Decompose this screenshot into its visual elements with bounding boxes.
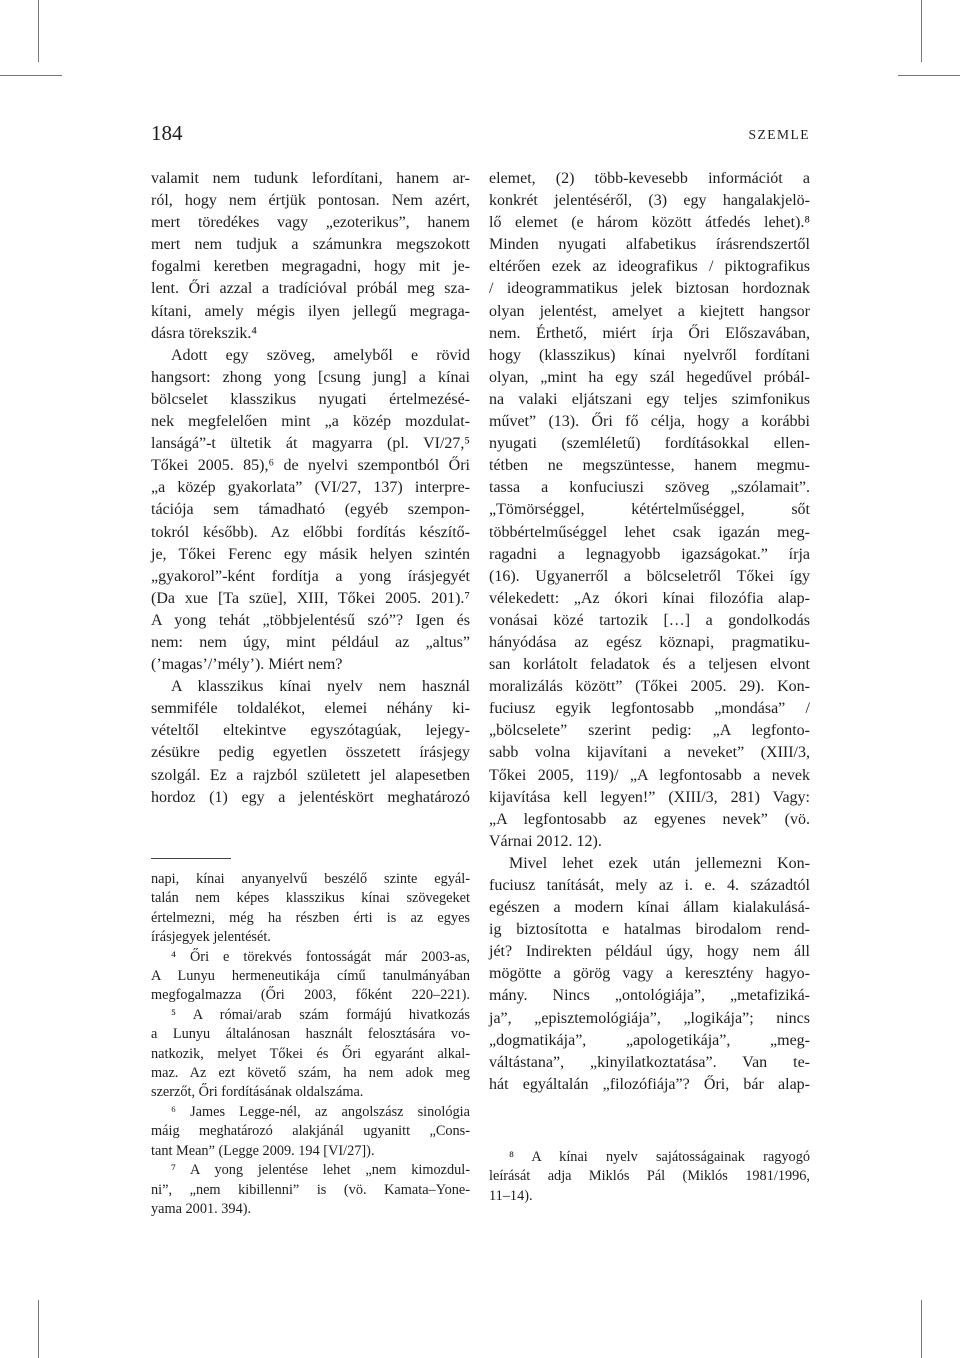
text-line: egészen a modern kínai állam kialakulásá- [489, 899, 810, 917]
text-line: tációja sem támadható (egyéb szempon- [151, 501, 470, 519]
text-line: Várnai 2012. 12). [489, 832, 602, 850]
text-line: értelmezni, még ha részben érti is az egyes [151, 909, 470, 926]
text-line: elemet, (2) több-kevesebb információt a [489, 170, 810, 187]
crop-mark [38, 0, 39, 62]
right-footnotes [489, 1148, 810, 1206]
text-line: ⁸ A kínai nyelv sajátosságainak ragyogó [509, 1149, 810, 1165]
text-line: kítani, amely mégis ilyen jellegű megraga- [151, 302, 470, 320]
text-line: yama 2001. 394). [151, 1200, 252, 1217]
text-line: mány. Nincs „ontológiája”, „metafiziká- [489, 987, 810, 1005]
text-line: olyan, „mint ha egy szál hegedűvel próbál- [489, 368, 810, 386]
text-line: moralizálás között” (Tőkei 2005. 29). Kon- [489, 678, 810, 696]
text-line: 11–14). [489, 1187, 533, 1204]
text-line: mert nem tudjuk a számunkra megszokott [151, 236, 470, 254]
text-line: lő elemet (e három között átfedés lehet).⁸ [489, 214, 810, 232]
text-line: „bölcselete” szerint pedig: „A legfonto- [489, 722, 810, 740]
crop-mark [921, 0, 922, 62]
text-line: hányódása az egész köznapi, pragmatiku- [489, 633, 810, 651]
text-line: hangsort: zhong yong [csung jung] a kínai [151, 368, 470, 386]
text-line: fogalmi keretben megragadni, hogy mit je- [151, 258, 470, 276]
right-column [489, 168, 810, 1096]
text-line: ⁵ A római/arab szám formájú hivatkozás [171, 1006, 470, 1023]
text-line: váltástana”, „kinyilatkoztatása”. Van te- [489, 1053, 810, 1071]
crop-mark [38, 1300, 39, 1358]
text-line: olyan jelentést, amelyet a kiejtett hangsor [489, 302, 810, 320]
text-line: eltérően ezek az ideografikus / piktografikus [489, 258, 810, 276]
crop-mark [898, 75, 960, 76]
text-line: napi, kínai anyanyelvű beszélő szinte egyál- [151, 871, 470, 887]
running-head: SZEMLE [748, 127, 810, 142]
text-line: natkozik, melyet Tőkei és Őri egyaránt alkal- [151, 1045, 470, 1062]
text-line: ragadni a legnagyobb igazságokat.” írja [489, 545, 810, 563]
text-line: „a közép gyakorlata” (VI/27, 137) interpre- [151, 479, 470, 497]
text-line: szerzőt, Őri fordításának oldalszáma. [151, 1084, 364, 1101]
text-line: hogy (klasszikus) kínai nyelvről fordítani [489, 346, 810, 364]
text-line: konkrét jelentéséről, (3) egy hangalakjelö- [489, 192, 810, 210]
text-line: tokról később). Az előbbi fordítás készítő- [151, 523, 470, 541]
text-line: sabb volna kijavítani a neveket” (XIII/3, [489, 744, 810, 762]
text-line: Tőkei 2005. 85),⁶ de nyelvi szempontból Őri [151, 457, 470, 475]
text-line: je, Tőkei Ferenc egy másik helyen szintén [151, 545, 470, 563]
text-line: nek megfelelően mint „a közép mozdulat- [151, 413, 470, 431]
text-line: ⁴ Őri e törekvés fontosságát már 2003-as, [171, 948, 470, 965]
text-line: kijavítása kell legyen!” (XIII/3, 281) Vagy: [489, 788, 810, 806]
text-line: mert töredékes vagy „ezoterikus”, hanem [151, 214, 470, 232]
text-line: „dogmatikája”, „apologetikája”, „meg- [489, 1031, 810, 1049]
text-line: fuciusz tanítását, mely az i. e. 4. századtól [489, 877, 810, 894]
crop-mark [0, 75, 62, 76]
text-line: bölcselet klasszikus nyugati értelmezésé- [151, 390, 470, 408]
text-line: művet” (13). Őri fő célja, hogy a korábbi [489, 413, 810, 431]
text-line: ⁶ James Legge-nél, az angolszász sinológia [171, 1103, 470, 1120]
text-line: nyugati (szemléletű) fordításokkal ellen- [489, 435, 810, 453]
text-line: írásjegyek jelentését. [151, 929, 271, 946]
text-line: máig meghatározó alakjánál ugyanitt „Cons- [151, 1123, 470, 1140]
text-line: „A legfontosabb az egyenes nevek” (vö. [489, 810, 810, 828]
text-line: ról, hogy nem értjük pontosan. Nem azért, [151, 192, 470, 210]
text-line: ni”, „nem kibillenni” is (vö. Kamata–Yone- [151, 1181, 470, 1198]
text-line: A yong tehát „többjelentésű szó”? Igen és [151, 611, 470, 629]
text-line: A klasszikus kínai nyelv nem használ [171, 678, 470, 696]
crop-mark [921, 1300, 922, 1358]
text-line: a Lunyu általánosan használt felosztására vo- [151, 1026, 470, 1043]
text-line: leírását adja Miklós Pál (Miklós 1981/1996, [489, 1168, 810, 1185]
text-line: megfogalmazza (Őri 2003, főként 220–221). [151, 987, 470, 1004]
text-line: „Tömörséggel, kétértelműséggel, sőt [489, 501, 810, 519]
text-line: san korlátolt feladatok és a teljesen elvont [489, 656, 810, 674]
text-line: ja”, „episztemológiája”, „logikája”; nincs [489, 1009, 810, 1027]
text-line: Minden nyugati alfabetikus írásrendszertől [489, 236, 810, 254]
text-line: valamit nem tudunk lefordítani, hanem ar- [151, 170, 470, 187]
text-line: (’magas’/’mély’). Miért nem? [151, 656, 343, 674]
text-line: szolgál. Ez a rajzból született jel alapesetben [151, 766, 470, 784]
text-line: na valaki eljátszani egy teljes szimfonikus [489, 390, 810, 408]
text-line: tétben ne megszüntesse, hanem megmu- [489, 457, 810, 475]
text-line: (16). Ugyanerről a bölcseletről Tőkei így [489, 567, 810, 585]
text-line: vételtől eltekintve egyszótagúak, lejegy- [151, 722, 470, 740]
text-line: Mivel lehet ezek után jellemezni Kon- [509, 854, 810, 872]
footnote-rule [151, 858, 231, 859]
text-line: / ideogrammatikus jelek biztosan hordoznak [489, 280, 810, 298]
text-line: hordoz (1) egy a jelentéskört meghatározó [151, 788, 470, 806]
text-line: semmiféle toldalékot, elemei néhány ki- [151, 700, 470, 718]
text-line: nem. Érthető, miért írja Őri Előszavában, [489, 324, 810, 342]
text-line: zésükre pedig egyetlen összetett írásjegy [151, 744, 470, 762]
page-number: 184 [151, 121, 183, 145]
text-line: maz. Az ezt követő szám, ha nem adok meg [151, 1065, 470, 1082]
text-line: Tőkei 2005, 119)/ „A legfontosabb a nevek [489, 766, 810, 784]
text-line: talán nem képes klasszikus kínai szövegeket [151, 890, 470, 907]
text-line: (Da xue [Ta szüe], XIII, Tőkei 2005. 201).⁷ [151, 589, 470, 607]
text-line: ig biztosította e hatalmas birodalom rend- [489, 921, 810, 939]
text-line: hát egyáltalán „filozófiája”? Őri, bár alap- [489, 1075, 810, 1093]
text-line: tant Mean” (Legge 2009. 194 [VI/27]). [151, 1142, 375, 1159]
text-line: fuciusz egyik legfontosabb „mondása” / [489, 700, 810, 718]
text-line: mögötte a görög vagy a keresztény hagyo- [489, 965, 810, 983]
text-line: lanságá”-t ültetik át magyarra (pl. VI/27,⁵ [151, 435, 470, 453]
left-footnotes [151, 870, 470, 1219]
text-line: jét? Indirekten például úgy, hogy nem áll [489, 943, 810, 961]
text-line: ⁷ A yong jelentése lehet „nem kimozdul- [171, 1162, 470, 1179]
text-line: „gyakorol”-ként fordítja a yong írásjegyét [151, 567, 470, 585]
text-line: vélekedett: „Az ókori kínai filozófia alap- [489, 589, 810, 607]
text-line: A Lunyu hermeneutikája című tanulmányában [151, 968, 470, 985]
page-header [151, 121, 810, 151]
text-line: tassa a konfuciuszi szöveg „szólamait”. [489, 479, 810, 497]
text-line: többértelműséggel lehet csak igazán meg- [489, 523, 810, 541]
text-line: Adott egy szöveg, amelyből e rövid [171, 346, 470, 364]
text-line: vonásai közé tartozik […] a gondolkodás [489, 611, 810, 629]
text-line: dásra törekszik.⁴ [151, 324, 257, 342]
text-line: nem: nem úgy, mint például az „altus” [151, 633, 470, 651]
left-column [151, 168, 470, 809]
text-line: lent. Őri azzal a tradícióval próbál meg sza- [151, 280, 470, 298]
